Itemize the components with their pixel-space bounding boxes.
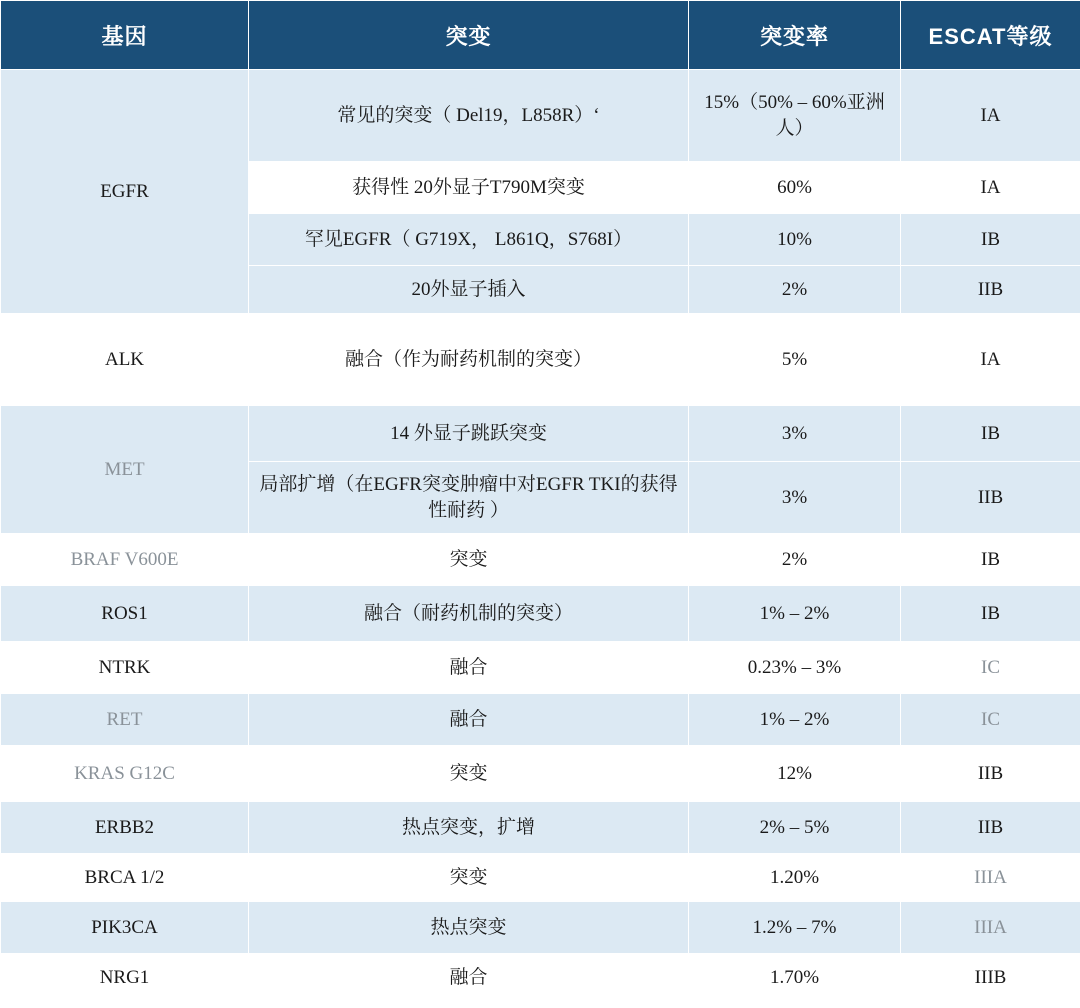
mutation-rate-cell: 10%: [689, 214, 901, 266]
mutation-cell: 融合: [249, 642, 689, 694]
table-row: [1, 70, 1080, 162]
mutation-cell: 突变: [249, 534, 689, 586]
mutation-rate-cell: 1% – 2%: [689, 694, 901, 746]
mutation-rate-cell: 15%（50% – 60%亚洲人）: [689, 70, 901, 162]
gene-name-cell: ALK: [1, 314, 249, 406]
column-header-mutation: 突变: [249, 1, 689, 70]
escat-level-cell: IIIA: [901, 902, 1080, 954]
gene-name-cell: NRG1: [1, 954, 249, 1002]
gene-name-cell: MET: [1, 406, 249, 534]
mutation-cell: 14 外显子跳跃突变: [249, 406, 689, 462]
gene-name-cell: BRCA 1/2: [1, 854, 249, 902]
escat-level-cell: IIB: [901, 802, 1080, 854]
escat-level-cell: IB: [901, 586, 1080, 642]
escat-level-cell: IIB: [901, 462, 1080, 534]
gene-name-cell: PIK3CA: [1, 902, 249, 954]
table-row: [1, 954, 1080, 1002]
escat-level-cell: IIIA: [901, 854, 1080, 902]
table-body: [1, 70, 1080, 1002]
mutation-rate-cell: 2%: [689, 266, 901, 314]
mutation-rate-cell: 60%: [689, 162, 901, 214]
table-header: [1, 1, 1080, 70]
gene-name-cell: NTRK: [1, 642, 249, 694]
table-row: [1, 854, 1080, 902]
mutation-cell: 突变: [249, 746, 689, 802]
header-row: [1, 1, 1080, 70]
escat-level-cell: IB: [901, 406, 1080, 462]
escat-level-cell: IC: [901, 642, 1080, 694]
table-row: [1, 534, 1080, 586]
mutation-rate-cell: 0.23% – 3%: [689, 642, 901, 694]
escat-level-cell: IIIB: [901, 954, 1080, 1002]
table-row: [1, 902, 1080, 954]
escat-level-cell: IB: [901, 534, 1080, 586]
escat-level-cell: IA: [901, 314, 1080, 406]
mutation-rate-cell: 1.70%: [689, 954, 901, 1002]
mutation-cell: 常见的突变（ Del19，L858R）‘: [249, 70, 689, 162]
mutation-rate-cell: 3%: [689, 462, 901, 534]
gene-name-cell: BRAF V600E: [1, 534, 249, 586]
mutation-rate-cell: 2% – 5%: [689, 802, 901, 854]
mutation-rate-cell: 12%: [689, 746, 901, 802]
mutation-cell: 融合: [249, 954, 689, 1002]
column-header-escat-level: ESCAT等级: [901, 1, 1080, 70]
mutation-rate-cell: 2%: [689, 534, 901, 586]
mutation-cell: 融合: [249, 694, 689, 746]
escat-level-cell: IB: [901, 214, 1080, 266]
mutation-rate-cell: 1% – 2%: [689, 586, 901, 642]
escat-level-cell: IC: [901, 694, 1080, 746]
table-row: [1, 746, 1080, 802]
mutation-cell: 获得性 20外显子T790M突变: [249, 162, 689, 214]
mutation-cell: 热点突变: [249, 902, 689, 954]
mutation-rate-cell: 5%: [689, 314, 901, 406]
escat-level-cell: IA: [901, 162, 1080, 214]
gene-name-cell: EGFR: [1, 70, 249, 314]
gene-name-cell: ROS1: [1, 586, 249, 642]
gene-name-cell: KRAS G12C: [1, 746, 249, 802]
table-row: [1, 694, 1080, 746]
mutation-cell: 融合（耐药机制的突变）: [249, 586, 689, 642]
mutation-rate-cell: 1.2% – 7%: [689, 902, 901, 954]
mutation-rate-cell: 3%: [689, 406, 901, 462]
mutation-cell: 突变: [249, 854, 689, 902]
table-row: [1, 314, 1080, 406]
escat-level-cell: IA: [901, 70, 1080, 162]
mutation-cell: 罕见EGFR（ G719X， L861Q，S768I）: [249, 214, 689, 266]
column-header-mutation-rate: 突变率: [689, 1, 901, 70]
mutation-cell: 热点突变，扩增: [249, 802, 689, 854]
table-row: [1, 642, 1080, 694]
mutation-cell: 20外显子插入: [249, 266, 689, 314]
mutation-cell: 局部扩增（在EGFR突变肿瘤中对EGFR TKI的获得性耐药 ）: [249, 462, 689, 534]
table-row: [1, 586, 1080, 642]
mutation-rate-cell: 1.20%: [689, 854, 901, 902]
mutation-cell: 融合（作为耐药机制的突变）: [249, 314, 689, 406]
gene-name-cell: ERBB2: [1, 802, 249, 854]
gene-name-cell: RET: [1, 694, 249, 746]
escat-level-cell: IIB: [901, 746, 1080, 802]
escat-level-cell: IIB: [901, 266, 1080, 314]
column-header-gene: 基因: [1, 1, 249, 70]
table-row: [1, 802, 1080, 854]
table-row: [1, 406, 1080, 462]
